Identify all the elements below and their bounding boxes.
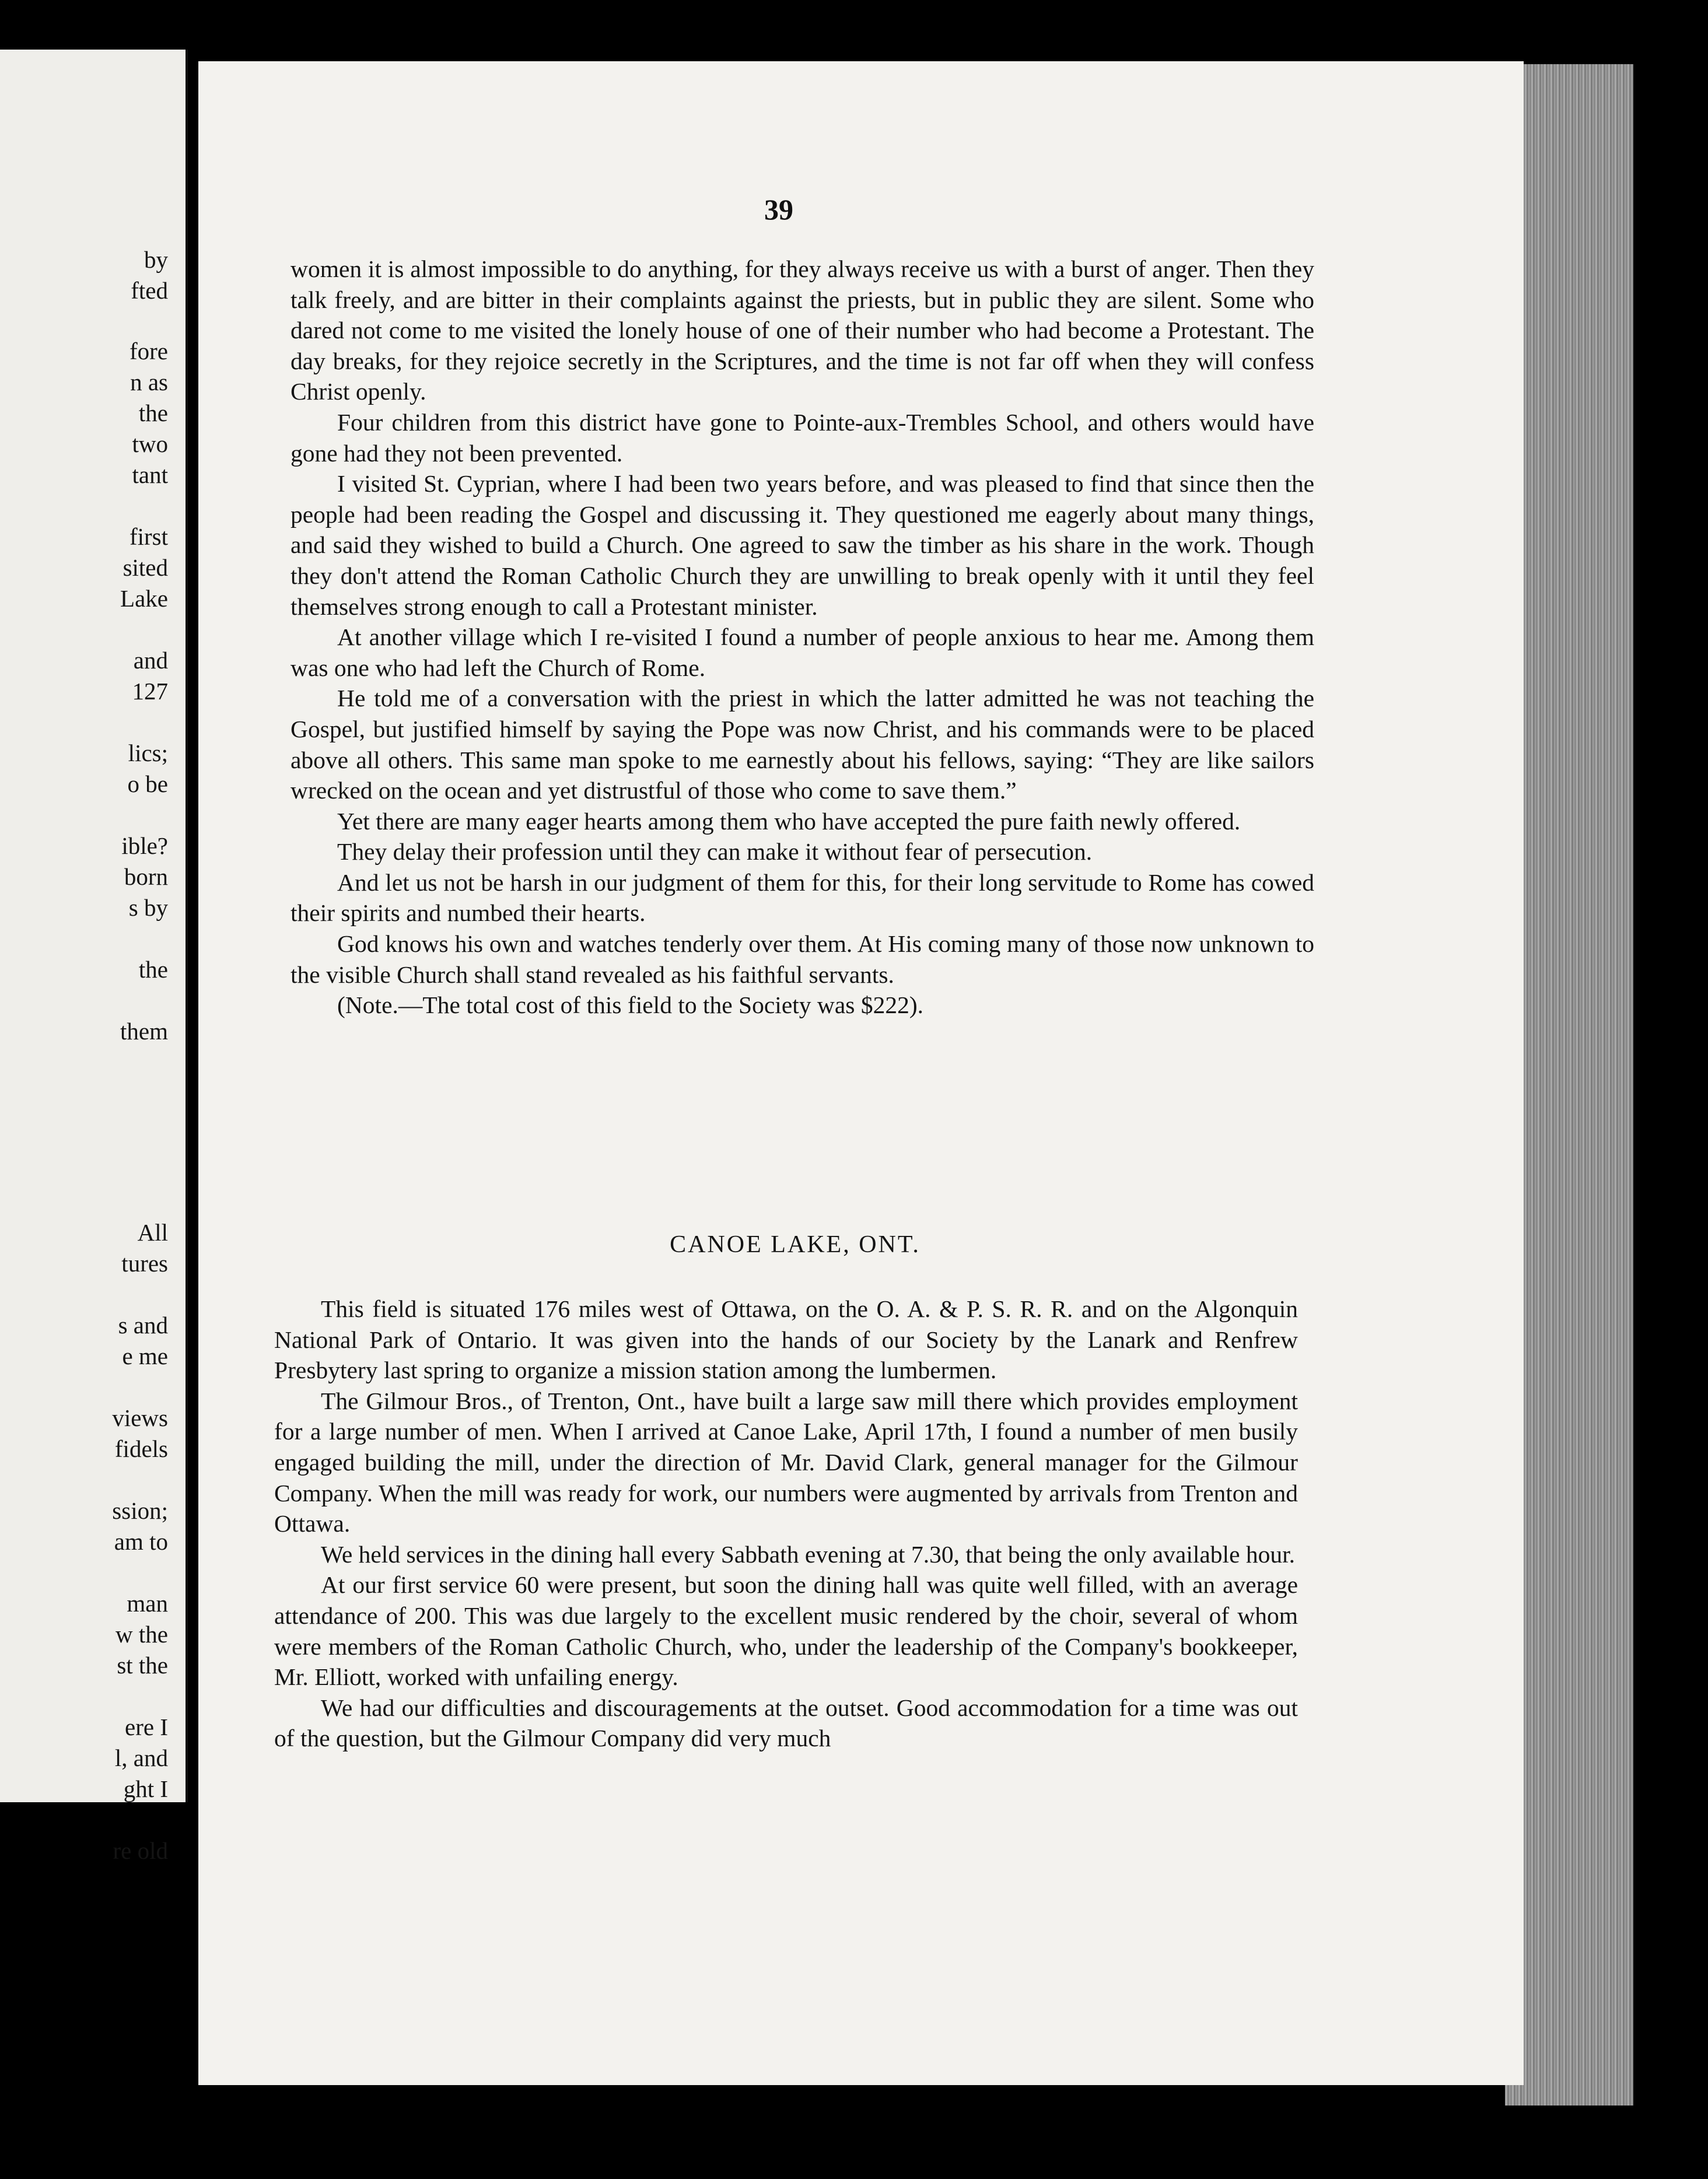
paragraph: The Gilmour Bros., of Trenton, Ont., have built a large saw mill there which provides employment for a large number of men. When I arrived at Canoe Lake, April 17th, I found a number of men busily engaged building the mill, under the direction of Mr. David Clark, general manager for the Gilmour Company. When the mill was ready for work, our numbers were augmented by arrivals from Trenton and Ottawa.: [274, 1387, 1298, 1537]
left-page-fragment: born: [124, 863, 168, 890]
left-page-fragment: e me: [122, 1343, 168, 1369]
left-page-fragment: by: [144, 246, 168, 273]
section-title: CANOE LAKE, ONT.: [670, 1231, 921, 1258]
left-page-fragment: fore: [129, 338, 168, 365]
left-page-fragment: first: [129, 523, 168, 550]
left-page-fragment: All: [137, 1219, 168, 1246]
left-page-fragment: re old: [113, 1837, 168, 1864]
left-page-fragment: tures: [121, 1250, 168, 1277]
paragraph: I visited St. Cyprian, where I had been two years before, and was pleased to find that since then the people had been reading the Gospel and discussing it. They questioned me eagerly about many things, and said they wished to build a Church. One agreed to saw the timber as his share in the work. Though they don't attend the Roman Catholic Church they are unwilling to break openly with it until they feel themselves strong enough to call a Protestant minister.: [290, 470, 1314, 620]
left-page-fragment: am to: [114, 1528, 168, 1555]
paragraph: We had our difficulties and discouragements at the outset. Good accommodation for a time was out of the question, but the Gilmour Company did very much: [274, 1694, 1298, 1752]
left-page-fragment: fidels: [114, 1435, 168, 1462]
left-page-fragment: views: [112, 1404, 168, 1431]
paragraph: Four children from this district have gone to Pointe-aux-Trembles School, and others would have gone had they not been prevented.: [290, 408, 1314, 467]
left-page-fragment: l, and: [114, 1744, 168, 1771]
left-page-fragment: 127: [132, 678, 168, 705]
left-facing-page: [0, 50, 188, 1864]
left-page-fragment: the: [138, 956, 168, 983]
left-page-fragment: s by: [128, 894, 168, 921]
body-text-upper: [290, 254, 1314, 1021]
left-page-fragment: man: [127, 1590, 168, 1617]
paragraph: At our first service 60 were present, but soon the dining hall was quite well filled, with an average attendance of 200. This was due largely to the excellent music rendered by the choir, several of whom were members of the Roman Catholic Church, who, under the leadership of the Company's bookkeeper, Mr. Elliott, worked with unfailing energy.: [274, 1571, 1298, 1691]
left-page-fragment: sited: [123, 554, 168, 581]
page-number: 39: [764, 193, 793, 226]
left-page-fragment: Lake: [120, 585, 168, 612]
paragraph: They delay their profession until they can make it without fear of persecution.: [337, 838, 1093, 866]
paragraph: God knows his own and watches tenderly over them. At His coming many of those now unknown to the visible Church shall stand revealed as his faithful servants.: [290, 930, 1314, 988]
paragraph: He told me of a conversation with the priest in which the latter admitted he was not teaching the Gospel, but justified himself by saying the Pope was now Christ, and his commands were to be placed above all others. This same man spoke to me earnestly about his fellows, saying: “They are like sailors wrecked on the ocean and yet distrustful of those who come to save them.”: [290, 685, 1314, 804]
left-page-fragment: and: [133, 647, 168, 674]
page-edges: [1505, 64, 1633, 2106]
left-page-fragment: two: [132, 430, 168, 457]
left-page-fragment: n as: [130, 369, 168, 395]
paragraph: women it is almost impossible to do anything, for they always receive us with a burst of anger. Then they talk freely, and are bitter in their complaints against the priests, but in public they are silent. Some who dared not come to me visited the lonely house of one of their number who had become a Protestant. The day breaks, for they rejoice secretly in the Scriptures, and the time is not far off when they will confess Christ openly.: [290, 255, 1314, 405]
left-page-fragment: ssion;: [112, 1497, 168, 1524]
left-page-fragment: the: [138, 400, 168, 426]
paragraph: This field is situated 176 miles west of Ottawa, on the O. A. & P. S. R. R. and on the Algonquin National Park of Ontario. It was given into the hands of our Society by the Lanark and Renfrew Presbytery last spring to organize a mission station among the lumbermen.: [274, 1295, 1298, 1384]
paragraph: At another village which I re-visited I found a number of people anxious to hear me. Among them was one who had left the Church of Rome.: [290, 623, 1314, 681]
body-text-lower: [274, 1294, 1298, 1754]
paragraph: We held services in the dining hall every Sabbath evening at 7.30, that being the only available hour.: [321, 1540, 1296, 1568]
left-page-fragment: o be: [127, 770, 168, 797]
left-page-fragment: ght I: [123, 1775, 168, 1802]
left-page-fragment: them: [120, 1018, 168, 1045]
left-page-fragment: ible?: [121, 832, 168, 859]
left-page-fragment: s and: [118, 1312, 168, 1339]
left-page-fragment: lics;: [128, 740, 168, 766]
paragraph: And let us not be harsh in our judgment of them for this, for their long servitude to Rome has cowed their spirits and numbed their hearts.: [290, 868, 1314, 927]
left-page-fragment: st the: [117, 1652, 168, 1679]
left-page-fragment: w the: [116, 1621, 168, 1648]
left-page-fragment: ere I: [125, 1714, 168, 1740]
left-page-fragment: tant: [132, 461, 168, 488]
paragraph: Yet there are many eager hearts among them who have accepted the pure faith newly offered.: [337, 807, 1241, 835]
paragraph: (Note.—The total cost of this field to the Society was $222).: [337, 992, 924, 1019]
left-page-fragment: fted: [131, 277, 168, 304]
